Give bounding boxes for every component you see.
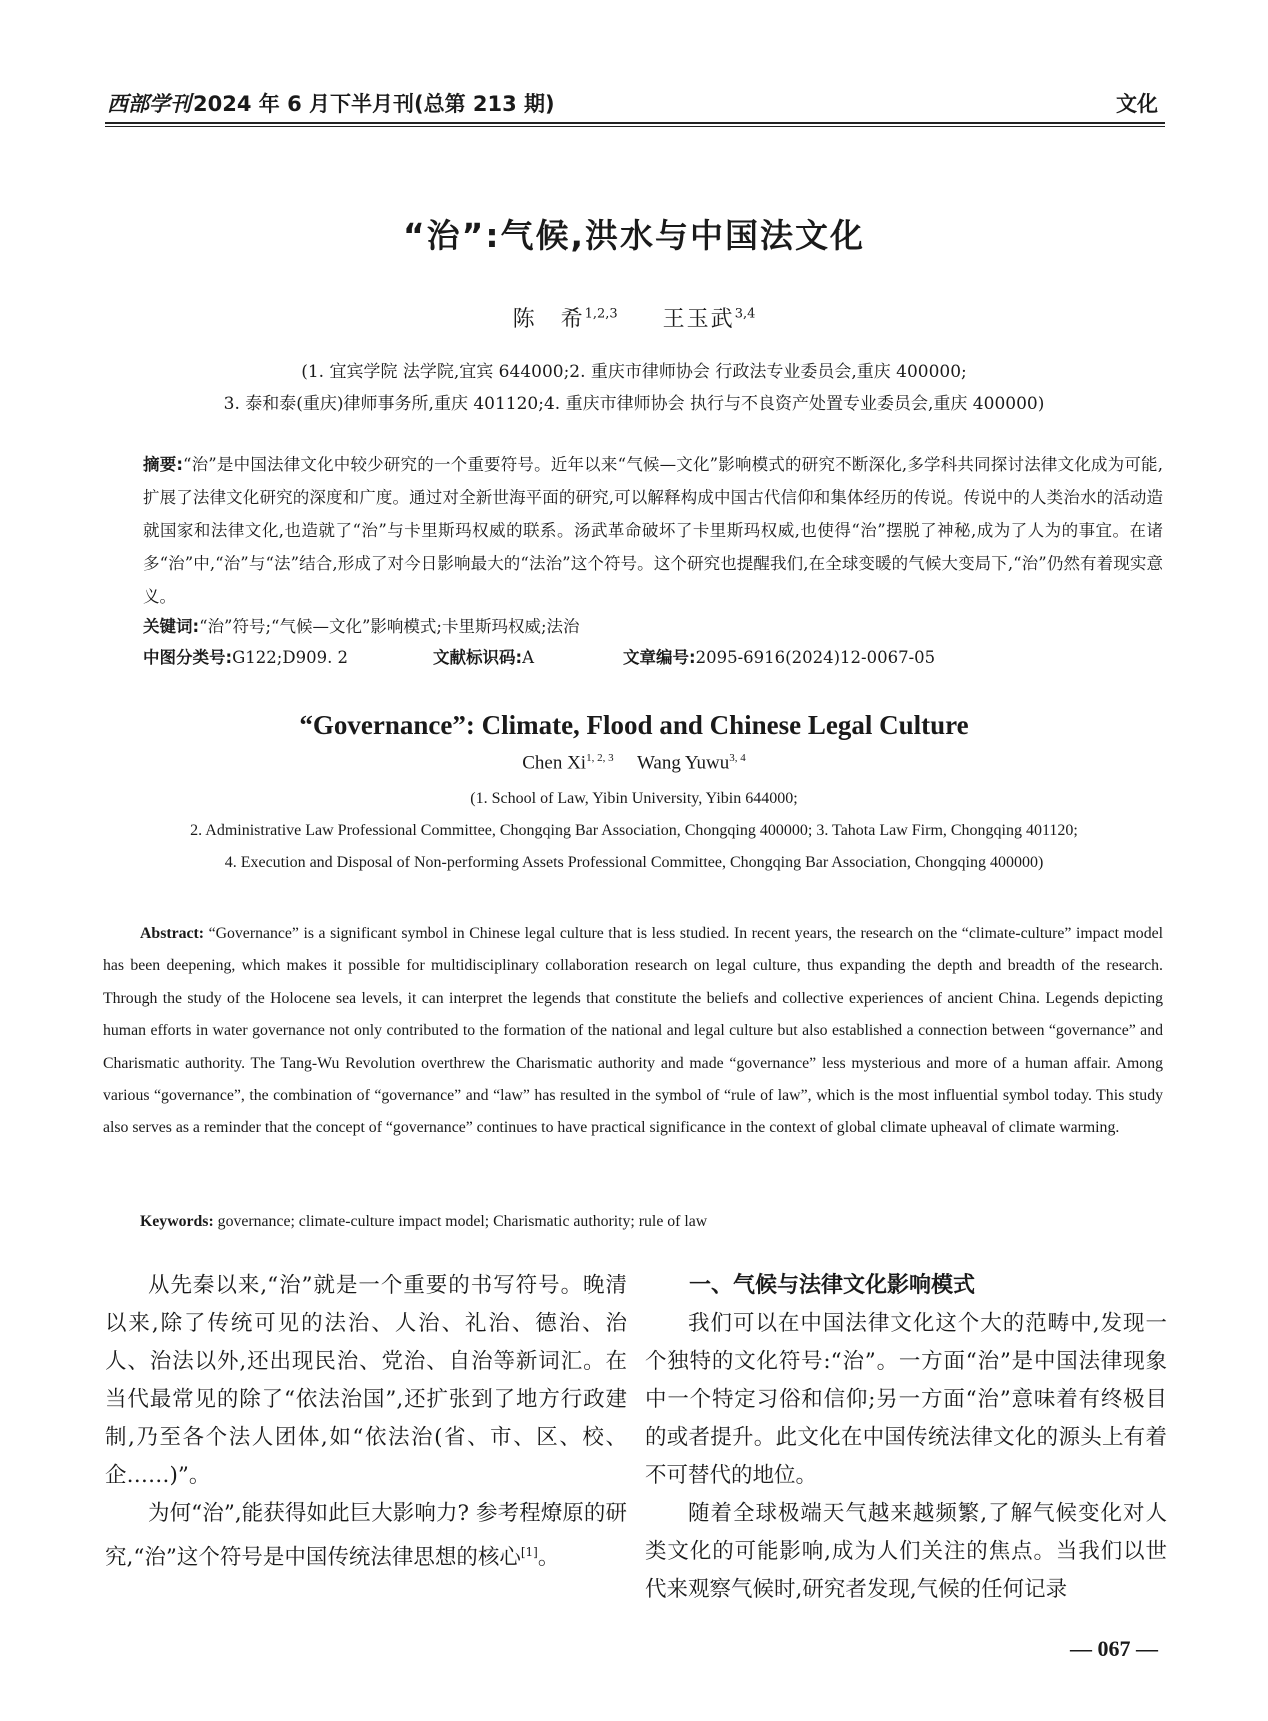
article-no-value: 2095-6916(2024)12-0067-05 (695, 648, 936, 667)
header-rule (105, 122, 1165, 124)
keywords-cn (143, 610, 1163, 643)
body-paragraph: 我们可以在中国法律文化这个大的范畴中,发现一个独特的文化符号:“治”。一方面“治”是中国法律现象中一个特定习俗和信仰;另一方面“治”意味着有终极目的或者提升。此文化在中国传统法律文化的源头上有着不可替代的地位。 (645, 1311, 1167, 1488)
keywords-en-label: Keywords: (140, 1213, 214, 1230)
body-paragraph: 从先秦以来,“治”就是一个重要的书写符号。晚清以来,除了传统可见的法治、人治、礼治、德治、治人、治法以外,还出现民治、党治、自治等新词汇。在当代最常见的除了“依法治国”,还扩张到了地方行政建制,乃至各个法人团体,如“依法治(省、市、区、校、企……)”。 (105, 1273, 627, 1488)
keywords-text: “治”符号;“气候—文化”影响模式;卡里斯玛权威;法治 (199, 617, 580, 636)
journal-name: 西部学刊 (107, 91, 191, 116)
en-affiliation-line-3: 4. Execution and Disposal of Non-performing Assets Professional Committee, Chongqing Bar Association, Chongqing 400000) (224, 854, 1044, 871)
body-column-left (105, 1267, 627, 1577)
doc-code-label: 文献标识码: (433, 648, 523, 667)
abstract-cn (143, 448, 1163, 613)
issue-info: 2024 年 6 月下半月刊(总第 213 期) (193, 92, 555, 116)
en-affiliation-line-1: (1. School of Law, Yibin University, Yibin 644000; (470, 790, 798, 807)
clc-label: 中图分类号: (143, 648, 233, 667)
section-heading: 一、气候与法律文化影响模式 (689, 1273, 976, 1298)
keywords-label: 关键词: (143, 617, 200, 636)
body-paragraph: 随着全球极端天气越来越频繁,了解气候变化对人类文化的可能影响,成为人们关注的焦点。当我们以世代来观察气候时,研究者发现,气候的任何记录 (645, 1501, 1167, 1602)
author-1: 陈 希 (512, 307, 585, 332)
abstract-en-label: Abstract: (140, 925, 205, 942)
abstract-label: 摘要: (143, 455, 183, 474)
clc-value: G122;D909. 2 (232, 648, 349, 667)
abstract-text: “治”是中国法律文化中较少研究的一个重要符号。近年以来“气候—文化”影响模式的研究不断深化,多学科共同探讨法律文化成为可能,扩展了法律文化研究的深度和广度。通过对全新世海平面的研究,可以解释构成中国古代信仰和集体经历的传说。传说中的人类治水的活动造就国家和法律文化,也造就了“治”与卡里斯玛权威的联系。汤武革命破坏了卡里斯玛权威,也使得“治”摆脱了神秘,成为了人为的事宜。在诸多“治”中,“治”与“法”结合,形成了对今日影响最大的“法治”这个符号。这个研究也提醒我们,在全球变暖的气候大变局下,“治”仍然有着现实意义。 (143, 455, 1163, 606)
author-2: 王玉武 (662, 307, 735, 332)
section-label: 文化 (1116, 92, 1158, 116)
body-paragraph: 为何“治”,能获得如此巨大影响力? 参考程燎原的研究,“治”这个符号是中国传统法律思想的核心[1]。 (105, 1501, 627, 1571)
en-author-2-affil: 3, 4 (729, 752, 746, 764)
running-header (107, 88, 555, 118)
abstract-en (103, 918, 1163, 1145)
doc-code-value: A (522, 648, 535, 667)
author-2-affil: 3,4 (734, 306, 756, 322)
article-title: “治”:气候,洪水与中国法文化 (402, 216, 866, 255)
en-affiliation-line-2: 2. Administrative Law Professional Committee, Chongqing Bar Association, Chongqing 400000; 3. Tahota Law Firm, Chongqing 401120; (190, 822, 1078, 839)
english-title: “Governance”: Climate, Flood and Chinese Legal Culture (299, 710, 969, 740)
classification-line (143, 644, 1163, 668)
abstract-en-text: “Governance” is a significant symbol in Chinese legal culture that is less studied. In recent years, the research on the “climate-culture” impact model has been deepening, which makes it possible for multidisciplinary collaboration research on legal culture, thus expanding the depth and breadth of the research. Through the study of the Holocene sea levels, it can interpret the legends that constitute the beliefs and collective experiences of ancient China. Legends depicting human efforts in water governance not only contributed to the formation of the national and legal culture but also established a connection between “governance” and Charismatic authority. The Tang-Wu Revolution overthrew the Charismatic authority and made “governance” less mysterious and more of a human affair. Among various “governance”, the combination of “governance” and “law” has resulted in the symbol of “rule of law”, which is the most influential symbol today. This study also serves as a reminder that the concept of “governance” continues to have practical significance in the context of global climate upheaval of climate warming. (103, 925, 1163, 1137)
affiliation-line-1: (1. 宜宾学院 法学院,宜宾 644000;2. 重庆市律师协会 行政法专业委员会,重庆 400000; (301, 362, 967, 382)
authors (0, 302, 1268, 333)
header-rule-thin (105, 126, 1165, 127)
keywords-en (140, 1213, 707, 1231)
affiliation-line-2: 3. 泰和泰(重庆)律师事务所,重庆 401120;4. 重庆市律师协会 执行与不良资产处置专业委员会,重庆 400000) (223, 394, 1045, 414)
author-1-affil: 1,2,3 (584, 306, 618, 322)
english-authors (0, 752, 1268, 774)
page-number: — 067 — (1070, 1636, 1158, 1661)
en-author-1-affil: 1, 2, 3 (586, 752, 614, 764)
citation-ref: [1] (520, 1545, 538, 1559)
keywords-en-text: governance; climate-culture impact model; Charismatic authority; rule of law (217, 1213, 708, 1230)
article-no-label: 文章编号: (623, 648, 696, 667)
en-author-2: Wang Yuwu (637, 752, 730, 774)
body-column-right (645, 1267, 1167, 1609)
en-author-1: Chen Xi (522, 752, 587, 774)
